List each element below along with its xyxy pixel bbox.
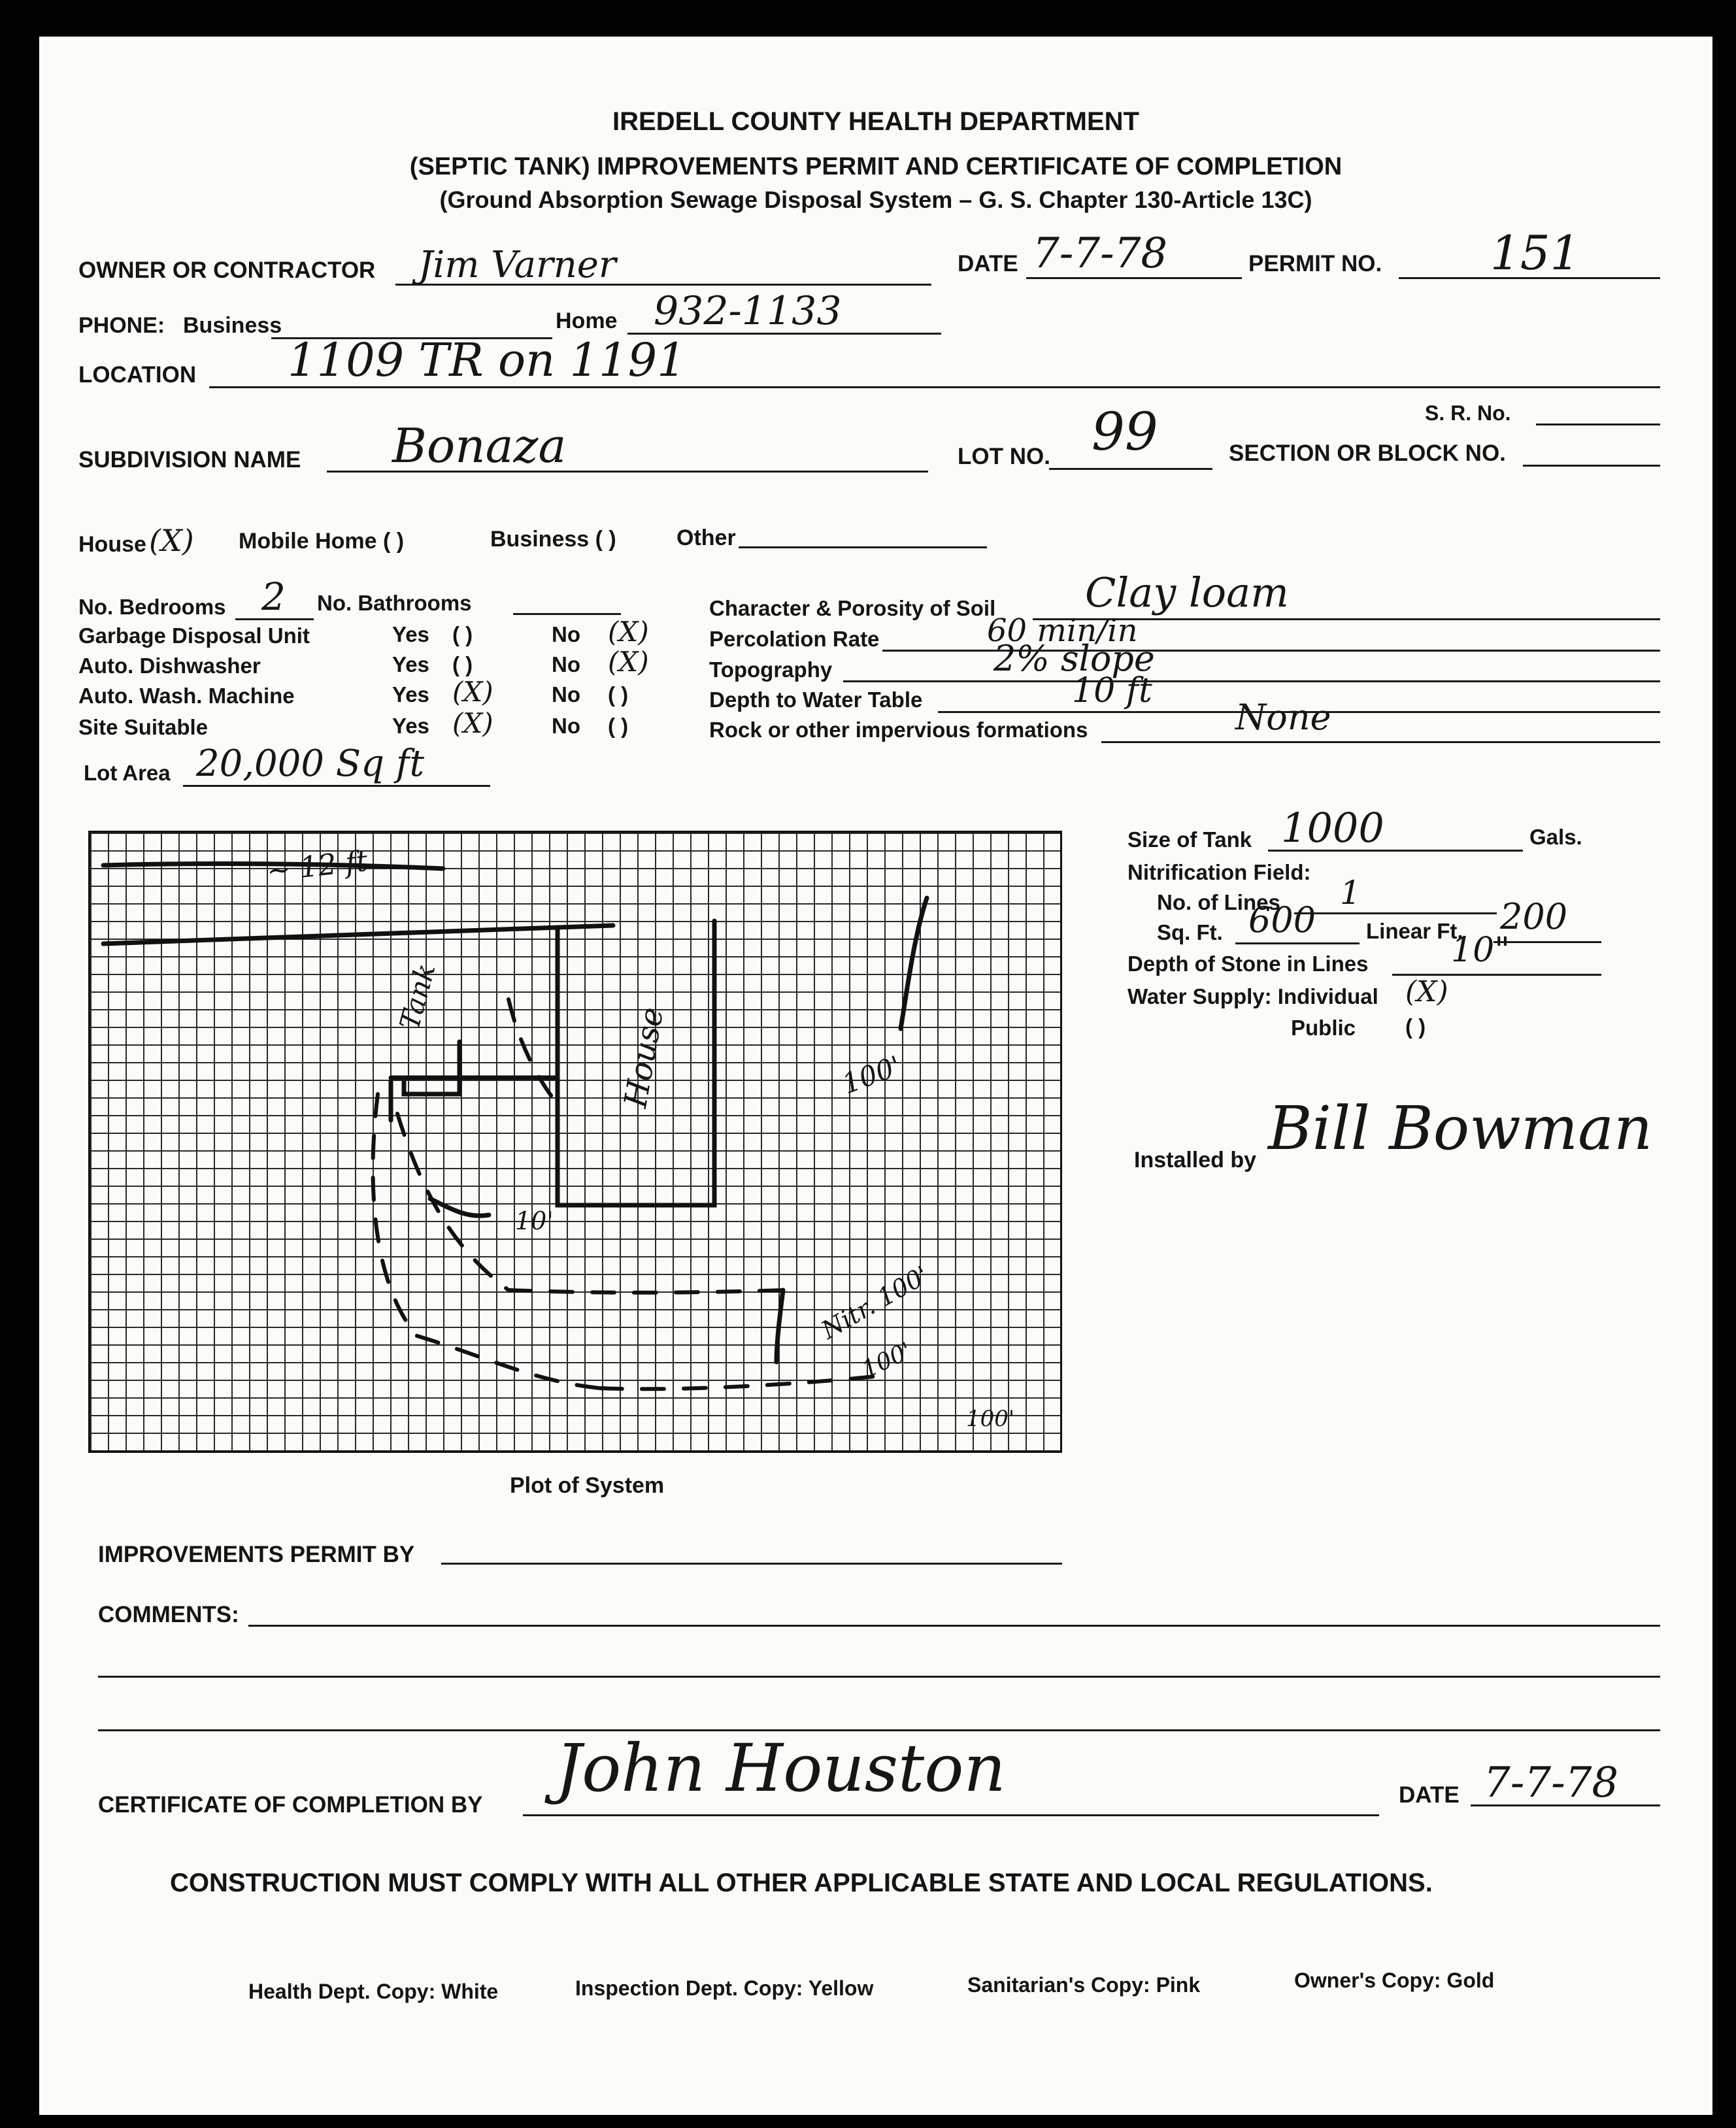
water-table-value: 10 ft (1072, 671, 1152, 710)
washer-label: Auto. Wash. Machine (78, 684, 295, 708)
installed-by-label: Installed by (1134, 1148, 1257, 1172)
rock-value: None (1235, 697, 1331, 738)
sqft-value: 600 (1248, 899, 1316, 940)
certificate-label: CERTIFICATE OF COMPLETION BY (98, 1792, 483, 1818)
house-checkbox[interactable]: (X) (149, 523, 194, 558)
site-yes-checkbox[interactable]: (X) (452, 707, 493, 739)
owner-label: OWNER OR CONTRACTOR (78, 258, 376, 283)
certificate-signature: John Houston (556, 1730, 1006, 1806)
permit-form (39, 37, 1712, 2115)
garbage-no-checkbox[interactable]: (X) (608, 616, 649, 648)
sr-no-label: S. R. No. (1425, 401, 1511, 425)
lines-value: 1 (1340, 874, 1361, 912)
location-value: 1109 TR on 1191 (288, 333, 686, 387)
public-checkbox[interactable]: ( ) (1405, 1014, 1426, 1039)
permit-by-line (441, 1563, 1062, 1565)
form-subtitle: (Ground Absorption Sewage Disposal System – G. S. Chapter 130-Article 13C) (439, 186, 1312, 213)
business-phone-label: Business (183, 313, 282, 338)
garbage-label: Garbage Disposal Unit (78, 623, 310, 648)
stone-depth-label: Depth of Stone in Lines (1127, 952, 1369, 976)
garbage-yes-checkbox[interactable]: ( ) (452, 622, 473, 646)
percolation-label: Percolation Rate (709, 627, 880, 651)
comments-line-1 (248, 1625, 1660, 1627)
plot-line2-label: 100' (858, 1337, 916, 1384)
lines-line (1294, 912, 1497, 914)
lot-area-value: 20,000 Sq ft (196, 742, 424, 785)
site-yes-label: Yes (392, 714, 429, 738)
site-no-label: No (552, 714, 580, 738)
lot-area-label: Lot Area (84, 761, 171, 785)
nitrification-label: Nitrification Field: (1127, 860, 1311, 884)
certificate-line (523, 1814, 1379, 1816)
soil-character-label: Character & Porosity of Soil (709, 596, 996, 620)
comments-label: COMMENTS: (98, 1602, 239, 1627)
garbage-no-label: No (552, 622, 580, 646)
bedrooms-value: 2 (261, 574, 286, 619)
phone-label: PHONE: (78, 313, 165, 338)
public-label: Public (1291, 1016, 1356, 1040)
linear-value: 200 (1500, 896, 1568, 937)
rock-line (1101, 741, 1660, 743)
sqft-label: Sq. Ft. (1157, 920, 1223, 944)
percolation-value: 60 min/in (987, 612, 1138, 649)
certificate-date-label: DATE (1399, 1782, 1460, 1808)
home-phone-label: Home (556, 308, 618, 333)
bathrooms-line (513, 613, 621, 615)
other-label: Other (676, 525, 736, 550)
section-line (1523, 465, 1660, 467)
date-value: 7-7-78 (1033, 229, 1168, 278)
sr-no-line (1536, 424, 1660, 425)
site-no-checkbox[interactable]: ( ) (608, 714, 629, 738)
soil-character-value: Clay loam (1085, 569, 1289, 616)
plot-line1-label: Nitr. 100' (816, 1260, 934, 1345)
plot-sketch (90, 833, 1060, 1451)
rock-label: Rock or other impervious formations (709, 718, 1088, 742)
tank-size-label: Size of Tank (1127, 827, 1252, 852)
health-copy: Health Dept. Copy: White (248, 1980, 499, 2003)
plot-distance-label: 10' (515, 1206, 554, 1235)
site-suitable-label: Site Suitable (78, 715, 209, 739)
comments-line-2 (98, 1676, 1660, 1678)
dishwasher-yes-checkbox[interactable]: ( ) (452, 652, 473, 676)
inspection-copy: Inspection Dept. Copy: Yellow (575, 1976, 874, 2000)
installed-by-signature: Bill Bowman (1268, 1093, 1653, 1163)
sanitarian-copy: Sanitarian's Copy: Pink (967, 1973, 1201, 1997)
lot-no-label: LOT NO. (958, 444, 1050, 469)
lot-area-line (183, 785, 490, 787)
bathrooms-label: No. Bathrooms (317, 591, 472, 615)
bedrooms-label: No. Bedrooms (78, 595, 226, 619)
mobile-home-checkbox[interactable]: Mobile Home ( ) (239, 529, 405, 554)
washer-yes-label: Yes (392, 682, 429, 707)
topography-label: Topography (709, 657, 833, 682)
permit-by-label: IMPROVEMENTS PERMIT BY (98, 1542, 415, 1567)
water-supply-label: Water Supply: Individual (1127, 984, 1378, 1008)
owner-copy: Owner's Copy: Gold (1294, 1969, 1495, 1992)
linear-label: Linear Ft. (1366, 919, 1463, 943)
water-table-label: Depth to Water Table (709, 688, 923, 712)
subdivision-value: Bonaza (392, 418, 567, 473)
date-label: DATE (958, 251, 1018, 276)
compliance-notice: CONSTRUCTION MUST COMPLY WITH ALL OTHER APPLICABLE STATE AND LOCAL REGULATIONS. (170, 1869, 1433, 1897)
gallons-label: Gals. (1529, 825, 1582, 849)
section-label: SECTION OR BLOCK NO. (1229, 441, 1506, 466)
dishwasher-no-label: No (552, 652, 580, 676)
owner-value: Jim Varner (418, 244, 616, 286)
lines-label: No. of Lines (1157, 890, 1280, 914)
topography-value: 2% slope (993, 638, 1155, 679)
plot-house-label: House (617, 1004, 671, 1111)
form-title: (SEPTIC TANK) IMPROVEMENTS PERMIT AND CERTIFICATE OF COMPLETION (409, 153, 1343, 180)
house-label: House (78, 532, 146, 557)
lot-no-value: 99 (1092, 401, 1158, 462)
permit-label: PERMIT NO. (1248, 251, 1382, 276)
dishwasher-label: Auto. Dishwasher (78, 654, 261, 678)
sqft-line (1235, 942, 1360, 944)
dishwasher-no-checkbox[interactable]: (X) (608, 646, 649, 678)
plot-bottom-label: 100' (966, 1406, 1015, 1432)
lot-no-line (1049, 468, 1212, 470)
business-checkbox[interactable]: Business ( ) (490, 527, 616, 552)
washer-no-checkbox[interactable]: ( ) (608, 682, 629, 707)
washer-yes-checkbox[interactable]: (X) (452, 676, 493, 708)
home-phone-value: 932-1133 (654, 288, 842, 334)
plot-road-note: ~ 12 ft (265, 844, 369, 888)
certificate-date-value: 7-7-78 (1484, 1759, 1619, 1807)
plot-field-label: 100' (838, 1049, 906, 1101)
individual-checkbox[interactable]: (X) (1405, 975, 1448, 1008)
tank-size-value: 1000 (1281, 804, 1384, 852)
plot-caption: Plot of System (510, 1473, 665, 1498)
subdivision-label: SUBDIVISION NAME (78, 447, 301, 473)
garbage-yes-label: Yes (392, 622, 429, 646)
dishwasher-yes-label: Yes (392, 652, 429, 676)
plot-tank-label: Tank (393, 960, 442, 1033)
permit-value: 151 (1490, 225, 1580, 280)
location-label: LOCATION (78, 362, 197, 388)
washer-no-label: No (552, 682, 580, 707)
other-line (739, 546, 987, 548)
department-title: IREDELL COUNTY HEALTH DEPARTMENT (612, 107, 1139, 136)
topography-line (843, 680, 1660, 682)
plot-grid (88, 831, 1062, 1453)
stone-depth-value: 10" (1451, 931, 1511, 970)
